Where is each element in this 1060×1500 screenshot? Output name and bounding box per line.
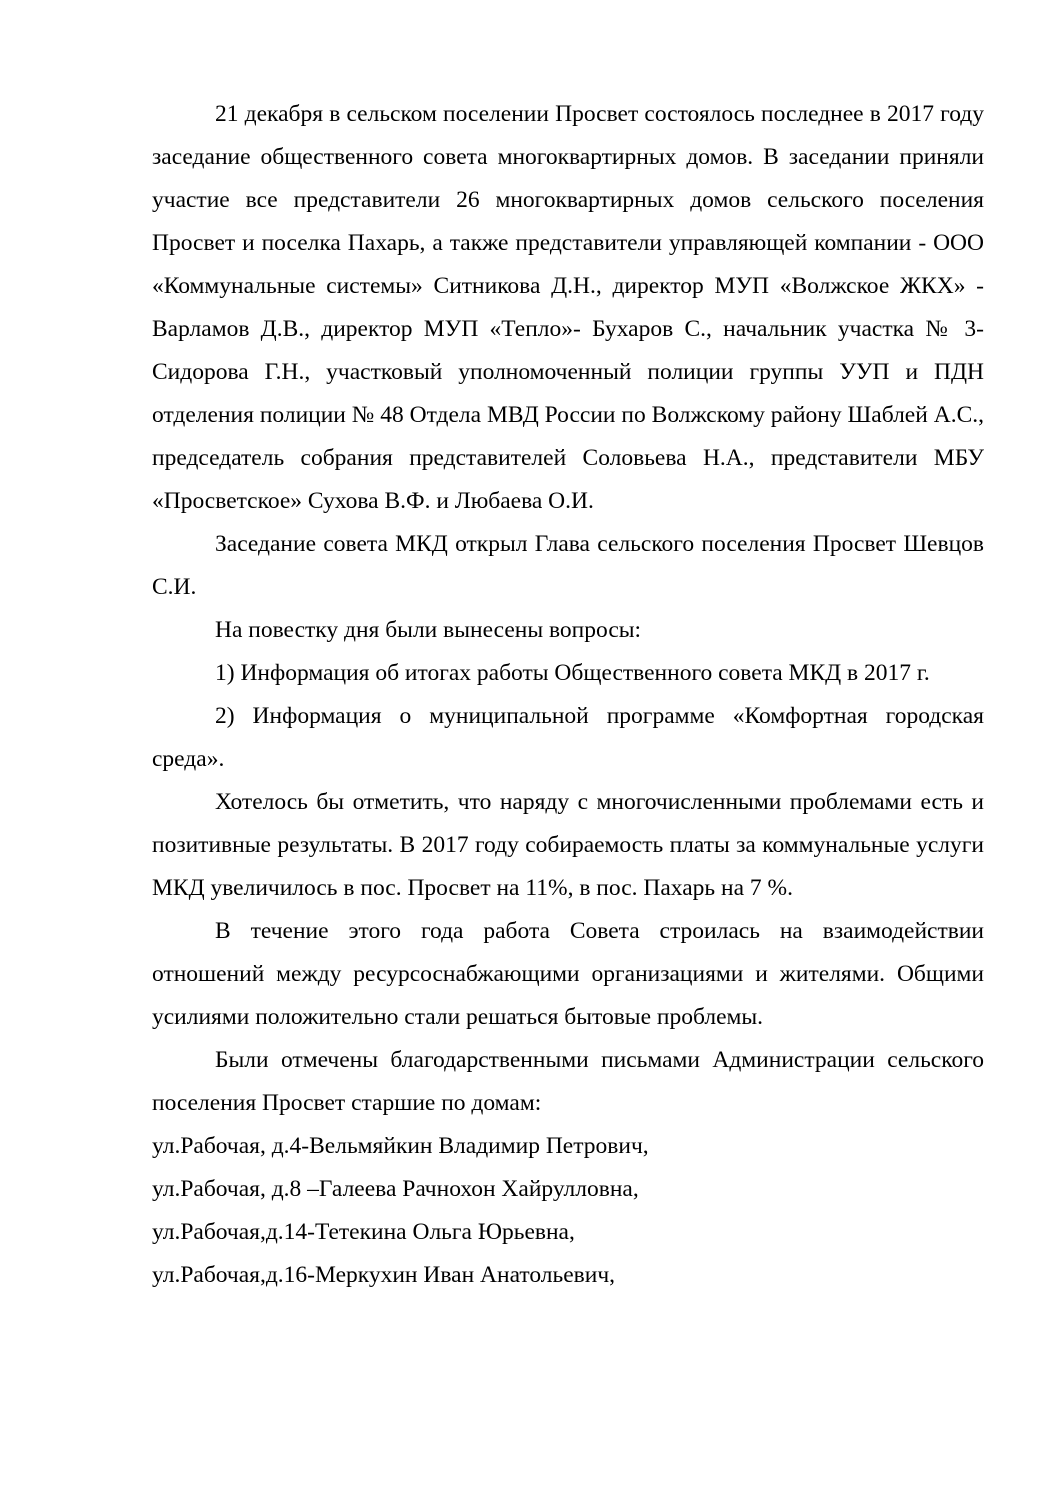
paragraph-cooperation: В течение этого года работа Совета строилась на взаимодействии отношений между ресурсоснабжающими организациями и жителями. Общими усилиями положительно стали решаться бытовые проблемы.	[152, 918, 984, 1030]
list-item: ул.Рабочая,д.14-Тетекина Ольга Юрьевна,	[152, 1219, 575, 1245]
paragraph-meeting-intro: 21 декабря в сельском поселении Просвет состоялось последнее в 2017 году заседание общественного совета многоквартирных домов. В заседании приняли участие все представители 26 многоквартирных домов сельского поселения Просвет и поселка Пахарь, а также представители управляющей компании - ООО «Коммунальные системы» Ситникова Д.Н., директор МУП «Волжское ЖКХ» - Варламов Д.В., директор МУП «Тепло»- Бухаров С., начальник участка № 3- Сидорова Г.Н., участковый уполномоченный полиции группы УУП и ПДН отделения полиции № 48 Отдела МВД России по Волжскому району Шаблей А.С., председатель собрания представителей Соловьева Н.А., представители МБУ «Просветское» Сухова В.Ф. и Любаева О.И.	[152, 101, 984, 514]
agenda-item-2: 2) Информация о муниципальной программе «Комфортная городская среда».	[152, 703, 984, 772]
agenda-item-1: 1) Информация об итогах работы Общественного совета МКД в 2017 г.	[215, 660, 930, 686]
list-item: ул.Рабочая, д.4-Вельмяйкин Владимир Петрович,	[152, 1133, 649, 1159]
list-item: ул.Рабочая, д.8 –Галеева Рачнохон Хайрулловна,	[152, 1176, 639, 1202]
list-item: ул.Рабочая,д.16-Меркухин Иван Анатольевич,	[152, 1262, 616, 1288]
residents-list	[152, 1125, 984, 1297]
paragraph-results: Хотелось бы отметить, что наряду с многочисленными проблемами есть и позитивные результаты. В 2017 году собираемость платы за коммунальные услуги МКД увеличилось в пос. Просвет на 11%, в пос. Пахарь на 7 %.	[152, 789, 984, 901]
document-body	[152, 93, 984, 1297]
paragraph-acknowledgements: Были отмечены благодарственными письмами Администрации сельского поселения Просвет старшие по домам:	[152, 1047, 984, 1116]
paragraph-agenda-heading: На повестку дня были вынесены вопросы:	[215, 617, 642, 643]
paragraph-meeting-opened: Заседание совета МКД открыл Глава сельского поселения Просвет Шевцов С.И.	[152, 531, 984, 600]
